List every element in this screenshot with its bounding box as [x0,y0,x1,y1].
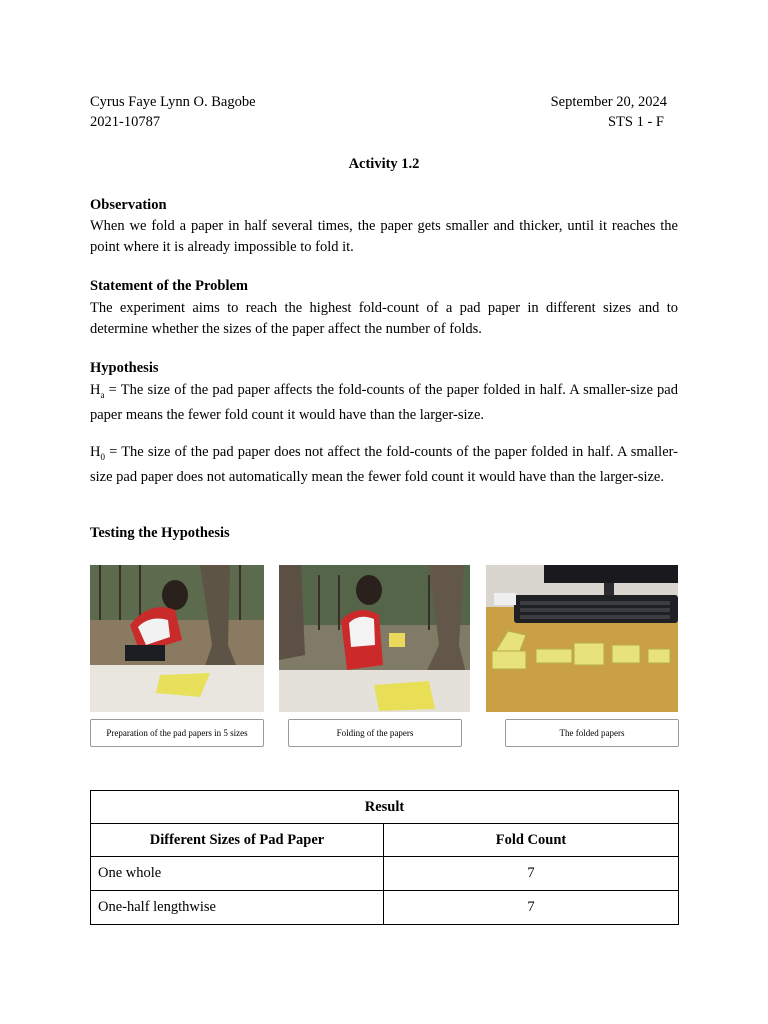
caption-folded-papers: The folded papers [505,719,679,747]
observation-text: When we fold a paper in half several times, the paper gets smaller and thicker, until it reaches the point where it is already impossible to fold it. [90,218,678,255]
ha-subscript: a [100,389,105,400]
null-hypothesis [90,442,678,488]
hypothesis-heading: Hypothesis [90,360,159,376]
cell-fold-count: 7 [384,891,679,925]
student-name: Cyrus Faye Lynn O. Bagobe [90,94,256,110]
problem-heading: Statement of the Problem [90,278,248,294]
cell-fold-count: 7 [384,857,679,891]
observation-heading: Observation [90,197,167,213]
h0-subscript: 0 [100,451,105,462]
document-date: September 20, 2024 [550,94,667,110]
table-row [91,891,679,925]
ha-symbol: H [90,382,101,398]
photo-preparation [90,565,264,712]
caption-folding: Folding of the papers [288,719,462,747]
column-header-size: Different Sizes of Pad Paper [91,824,384,857]
result-table [90,790,679,925]
course-section: STS 1 - F [607,114,664,130]
problem-text: The experiment aims to reach the highest fold-count of a pad paper in different sizes and to determine whether the sizes of the paper affect the number of folds. [90,300,678,337]
photo-folded-papers [486,565,678,712]
table-header-row [91,824,679,857]
h0-symbol: H [90,444,101,460]
column-header-fold-count: Fold Count [384,824,679,857]
activity-title: Activity 1.2 [348,156,420,172]
table-title: Result [91,791,679,824]
alternative-hypothesis [90,380,678,426]
h0-text: = The size of the pad paper does not affect the fold-counts of the paper folded in half. A smaller-size pad paper does not automatically mean the fewer fold count it would have than the larger-size. [90,444,678,486]
caption-preparation: Preparation of the pad papers in 5 sizes [90,719,264,747]
table-title-row [91,791,679,824]
photo-folding [279,565,470,712]
student-number: 2021-10787 [90,114,161,130]
table-row [91,857,679,891]
cell-size: One-half lengthwise [91,891,384,925]
ha-text: = The size of the pad paper affects the fold-counts of the paper folded in half. A smaller-size pad paper means the fewer fold count it would have than the larger-size. [90,382,678,424]
cell-size: One whole [91,857,384,891]
testing-heading: Testing the Hypothesis [90,525,230,541]
